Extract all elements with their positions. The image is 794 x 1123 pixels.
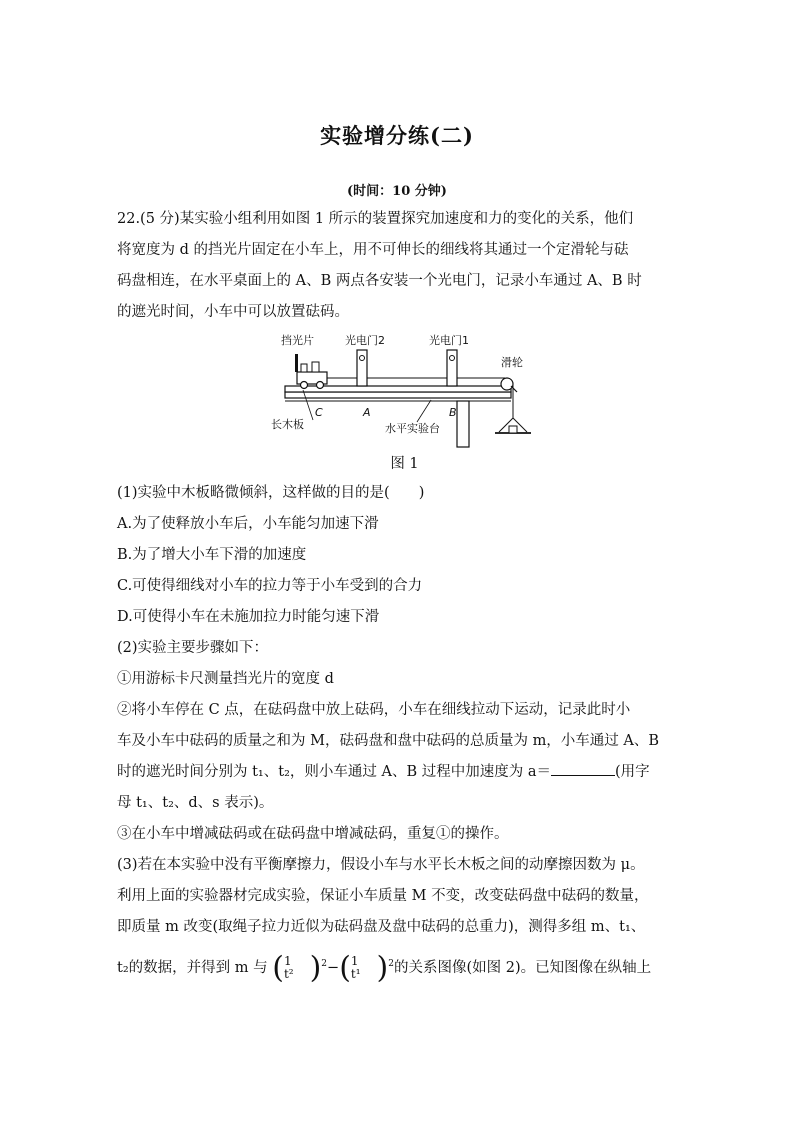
- label-pulley: 滑轮: [501, 356, 523, 369]
- leader-line: [417, 400, 431, 422]
- frac-den: t¹: [350, 966, 361, 981]
- apparatus-diagram: [267, 332, 547, 450]
- fraction-1: [284, 955, 294, 981]
- question-body: [117, 204, 692, 984]
- figure-caption: 图 1: [390, 456, 419, 472]
- table-leg: [457, 401, 469, 447]
- part3-text: 的关系图像(如图 2)。已知图像在纵轴上: [394, 959, 652, 976]
- label-gate1: 光电门1: [429, 334, 469, 347]
- page-title: 实验增分练(二): [320, 123, 474, 148]
- option-d: D.可使得小车在未施加拉力时能匀速下滑: [117, 609, 380, 625]
- option-a: A.为了使释放小车后，小车能匀加速下滑: [117, 516, 379, 532]
- weight: [301, 364, 307, 372]
- time-limit: (时间：10 分钟): [347, 184, 447, 199]
- label-point-c: C: [315, 406, 323, 419]
- label-gate2: 光电门2: [345, 334, 385, 347]
- question-intro-line: 码盘相连，在水平桌面上的 A、B 两点各安装一个光电门，记录小车通过 A、B 时: [117, 273, 642, 289]
- option-b: B.为了增大小车下滑的加速度: [117, 547, 307, 563]
- shading-plate: [295, 354, 298, 372]
- answer-blank: [551, 761, 615, 776]
- step-2-line: [117, 757, 692, 788]
- step-2-line: 车及小车中砝码的质量之和为 M，砝码盘和盘中砝码的总质量为 m，小车通过 A、B: [117, 733, 660, 749]
- question-intro-line: 的遮光时间，小车中可以放置砝码。: [117, 304, 349, 320]
- part3-line: (3)若在本实验中没有平衡摩擦力，假设小车与水平长木板之间的动摩擦因数为 μ。: [117, 857, 645, 873]
- part3-line: 即质量 m 改变(取绳子拉力近似为砝码盘及盘中砝码的总重力)，测得多组 m、t₁、: [117, 919, 646, 935]
- fraction-2: [351, 955, 361, 981]
- step-3: ③在小车中增减砝码或在砝码盘中增减砝码，重复①的操作。: [117, 826, 509, 842]
- paren-close: ): [309, 950, 322, 986]
- question-intro-line: 22.(5 分)某实验小组利用如图 1 所示的装置探究加速度和力的变化的关系，他们: [117, 211, 634, 227]
- part3-text: t₂的数据，并得到 m 与: [117, 959, 268, 976]
- table-top: [285, 392, 511, 398]
- cart-wheel: [301, 382, 308, 389]
- photogate-1-sensor: [450, 356, 455, 361]
- paren-open: (: [272, 950, 284, 986]
- step-2-line: ②将小车停在 C 点，在砝码盘中放上砝码，小车在细线拉动下运动，记录此时小: [117, 702, 631, 718]
- step-1: ①用游标卡尺测量挡光片的宽度 d: [117, 671, 334, 687]
- figure-1: [117, 332, 692, 450]
- cart-wheel: [317, 382, 324, 389]
- label-point-b: B: [449, 406, 457, 419]
- paren-open: (: [339, 950, 351, 986]
- step-2-text: (用字: [615, 764, 650, 780]
- photogate-2-sensor: [360, 356, 365, 361]
- label-board: 长木板: [271, 418, 304, 431]
- label-shading: 挡光片: [281, 334, 314, 347]
- frac-den: t²: [283, 966, 294, 981]
- part3-line: 利用上面的实验器材完成实验，保证小车质量 M 不变，改变砝码盘中砝码的数量，: [117, 888, 649, 904]
- weight: [312, 362, 319, 372]
- part2-heading: (2)实验主要步骤如下：: [117, 640, 269, 656]
- pulley-bracket: [511, 386, 517, 392]
- pan-weight: [509, 426, 517, 433]
- option-c: C.可使得细线对小车的拉力等于小车受到的合力: [117, 578, 423, 594]
- part3-line: t₂的数据，并得到 m 与 (1 t² )$^2$−(1 t¹ )$^2$的关系图像(如图 2)。已知图像在纵轴上: [117, 950, 652, 986]
- paren-close: ): [376, 950, 389, 986]
- label-table: 水平实验台: [385, 422, 440, 435]
- label-point-a: A: [363, 406, 371, 419]
- question-intro-line: 将宽度为 d 的挡光片固定在小车上，用不可伸长的细线将其通过一个定滑轮与砝: [117, 242, 629, 258]
- pulley-wheel: [501, 378, 513, 390]
- frac-num: 1: [350, 953, 359, 968]
- step-2-line: 母 t₁、t₂、d、s 表示)。: [117, 795, 274, 811]
- frac-num: 1: [283, 953, 292, 968]
- step-2-text: 时的遮光时间分别为 t₁、t₂，则小车通过 A、B 过程中加速度为 a＝: [117, 764, 551, 780]
- part1-stem: (1)实验中木板略微倾斜，这样做的目的是( ): [117, 485, 425, 501]
